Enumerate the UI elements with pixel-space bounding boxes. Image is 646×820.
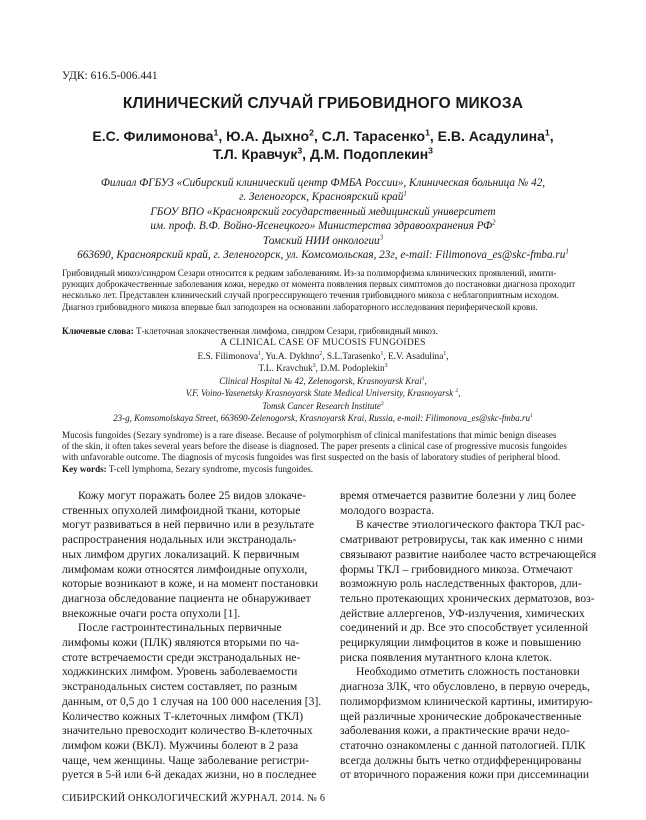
body-text-line: Количество кожных Т-клеточных лимфом (ТКЛ) [62, 709, 304, 723]
abstract-line: Mucosis fungoides (Sezary syndrome) is a rare disease. Because of polymorphism of clinical manifestations that mimic benign diseases [62, 430, 557, 440]
body-text-line: возможную роль наследственных факторов, дли- [340, 577, 582, 591]
authors-line-1: Е.С. Филимонова$^1$, Ю.А. Дыхно$^2$, С.Л. Тарасенко$^1$, Е.В. Асадулина$^1$, [92, 127, 554, 144]
author-name: Т.Л. Кравчук [213, 146, 298, 162]
body-text-line: полиморфизмом клинической картины, имитирую- [340, 694, 593, 708]
affiliation-sup: 1 [565, 247, 569, 256]
body-text-line: лимфомы кожи (ПЛК) являются вторыми по ча- [62, 636, 300, 650]
author-sup: 1 [258, 350, 262, 357]
abstract-ru [62, 268, 600, 313]
author-name: D.M. Podoplekin [320, 363, 385, 374]
author-sup: 2 [319, 350, 323, 357]
affiliation-text: Филиал ФГБУЗ «Сибирский клинический центр ФМБА России», Клиническая больница № 42, [100, 177, 546, 189]
author-name: Yu.A. Dykhno [265, 352, 320, 362]
body-text-line: которые возникают в коже, и на момент постановки [62, 577, 319, 591]
body-column-right [340, 489, 605, 783]
body-text-line: стоте встречаемости среди экстранодальных не- [62, 650, 301, 664]
english-authors [0, 352, 646, 375]
author-name: Е.С. Филимонова [92, 128, 214, 144]
body-text-line: внекожные очаги роста опухоли [1]. [62, 606, 241, 620]
body-text-line: диагноза ЗЛК, что обусловлено, в первую очередь, [340, 680, 590, 694]
body-text-line: сматривают ретровирусы, так как именно с ними [340, 533, 583, 547]
body-text-line: статочно ознакомлены с данной патологией. ПЛК [340, 738, 586, 752]
abstract-line: of the skin, it often takes several years before the disease is diagnosed. The paper presents a clinical case of progressive mucosis fungoides [62, 441, 567, 452]
body-text-line: распространения нодальных или экстранодаль- [62, 533, 297, 547]
udk-code: УДК: 616.5-006.441 [62, 70, 158, 82]
body-text-line: связывают развитие наиболее часто встречающейся [340, 547, 597, 561]
body-text-line: рециркуляции лимфоцитов в коже и повышению [340, 636, 581, 650]
keywords-ru [62, 326, 602, 337]
body-text-line: диагноза обследование пациента не обнаруживает [62, 591, 311, 605]
author-sup: 3 [297, 145, 303, 156]
affiliation-line [36, 219, 610, 233]
author-name: T.L. Kravchuk [258, 363, 313, 374]
affiliation-sup: 3 [379, 232, 384, 241]
affiliation-text: 663690, Красноярский край, г. Зеленогорск, ул. Комсомольская, 23г, e-mail: Filimonova_es@skc-fmba.ru [77, 249, 566, 262]
abstract-line: рующих доброкачественные заболевания кожи, нередко от момента появления первых симптомов до постановки диагноза проходит [62, 279, 576, 290]
keywords-label: Key words: [62, 464, 107, 474]
body-text-line: тельно протекающих хронических дерматозов, воз- [340, 591, 595, 605]
abstract-en [62, 430, 602, 464]
body-text-line: молодого возраста. [340, 503, 435, 517]
author-name: S.L.Tarasenko [326, 352, 381, 362]
affiliation-sup: 1 [421, 376, 425, 382]
body-text-line: значительно превосходит количество В-клеточных [62, 724, 313, 738]
keywords-en [62, 464, 313, 475]
english-affiliation-line: V.F. Voino-Yasenetsky Krasnoyarsk State Medical University, Krasnoyarsk $^2$, [185, 388, 461, 399]
body-text-line: время отмечается развитие болезни у лиц более [340, 489, 577, 502]
keywords-text: T-cell lymphoma, Sezary syndrome, mycosis fungoides. [106, 464, 314, 474]
body-text-line: После гастроинтестинальных первичные [78, 621, 282, 635]
affiliation-text: Tomsk Cancer Research Institute [262, 400, 381, 411]
body-text-line: Необходимо отметить сложность постановки [356, 665, 580, 679]
affiliation-line [36, 248, 610, 262]
author-sup: 1 [443, 350, 447, 357]
author-sup: 1 [380, 350, 384, 357]
body-text-line: лимфом кожи (ВКЛ). Мужчины болеют в 2 раза [62, 738, 299, 752]
body-text-line: ходжкинских лимфом. Уровень заболеваемости [62, 665, 298, 679]
english-affiliation-line [0, 412, 646, 424]
affiliation-sup: 2 [455, 388, 459, 395]
english-title: A CLINICAL CASE OF MUCOSIS FUNGOIDES [220, 338, 426, 348]
author-name: Д.М. Подоплекин [309, 146, 429, 162]
body-text-line: риска появления мутантного клона клеток. [340, 650, 552, 664]
body-text-line: заболевания кожи, а практические врачи недо- [340, 724, 570, 738]
english-affiliation-line: Clinical Hospital № 42, Zelenogorsk, Krasnoyarsk Krai$^1$, [219, 376, 427, 386]
author-sup: 1 [544, 127, 550, 138]
author-name: Ю.А. Дыхно [226, 128, 310, 144]
authors [50, 127, 596, 163]
keywords-text: Т-клеточная злокачественная лимфома, синдром Сезари, грибовидный микоз. [133, 326, 438, 336]
body-text-line: формы ТКЛ – грибовидного микоза. Отмечают [340, 562, 573, 576]
abstract-line: Грибовидный микоз/синдром Сезари относится к редким заболеваниям. Из-за полиморфизма клинических проявлений, имити- [62, 268, 557, 278]
affiliation-text: 23-g, Komsomolskaya Street, 663690-Zelenogorsk, Krasnoyarsk Krai, Russia, e-mail: Filimonova_es@skc-fmba.ru [113, 413, 531, 424]
body-text-line: соединений и др. Все это способствует усиленной [340, 621, 589, 635]
author-name: С.Л. Тарасенко [321, 128, 426, 144]
affiliations [36, 176, 610, 262]
author-name: Е.В. Асадулина [437, 128, 545, 144]
affiliation-text: Clinical Hospital № 42, Zelenogorsk, Krasnoyarsk Krai [219, 376, 422, 386]
body-text-line: всегда должны быть четко отдифференцированы [340, 753, 582, 767]
body-text-line: могут развиваться в ней первично или в результате [62, 518, 315, 532]
body-text-line: Кожу могут поражать более 25 видов злокаче- [78, 489, 306, 502]
affiliation-sup: 1 [403, 189, 407, 198]
abstract-line: несколько лет. Представлен клинический случай прогрессирующего течения грибовидного микоза с неблагоприятным исходом. [62, 290, 559, 301]
affiliation-line [36, 176, 610, 190]
author-sup: 3 [428, 145, 433, 156]
affiliation-sup: 2 [492, 218, 496, 227]
english-affiliation-line [0, 400, 646, 412]
body-text-line: экстранодальных систем составляет, по разным [62, 680, 298, 694]
author-sup: 1 [213, 127, 219, 138]
author-sup: 1 [425, 127, 430, 138]
affiliation-text: Томский НИИ онкологии [262, 234, 380, 247]
english-authors-line-2: T.L. Kravchuk$^3$, D.M. Podoplekin$^3$ [258, 362, 388, 374]
affiliation-line [36, 234, 610, 248]
body-text-line: щей различные хронические доброкачественные [340, 709, 582, 723]
body-text-line: чаще, чем женщины. Чаще заболевание регистри- [62, 753, 310, 767]
affiliation-text: V.F. Voino-Yasenetsky Krasnoyarsk State Medical University, Krasnoyarsk [185, 388, 456, 399]
body-text-line: руется в 5-й или 6-й декадах жизни, но в последнее [62, 768, 317, 782]
author-name: E.V. Asadulina [387, 352, 444, 362]
body-column-left [62, 489, 322, 783]
affiliation-sup: 3 [380, 400, 384, 407]
affiliation-text: ГБОУ ВПО «Красноярский государственный медицинский университет [150, 205, 496, 218]
body-text-line: ственных опухолей лимфоидной ткани, которые [62, 503, 301, 517]
english-authors-line-1: E.S. Filimonova$^1$, Yu.A. Dykhno$^2$, S.L.Tarasenko$^1$, E.V. Asadulina$^1$, [197, 350, 449, 362]
author-sup: 3 [312, 362, 316, 369]
keywords-label: Ключевые слова: [62, 326, 134, 336]
body-text-line: ных лимфом других локализаций. К первичным [62, 547, 300, 561]
authors-line-2: Т.Л. Кравчук$^3$, Д.М. Подоплекин$^3$ [213, 145, 433, 162]
article-title: КЛИНИЧЕСКИЙ СЛУЧАЙ ГРИБОВИДНОГО МИКОЗА [122, 95, 524, 112]
journal-footer: СИБИРСКИЙ ОНКОЛОГИЧЕСКИЙ ЖУРНАЛ. 2014. № 6 [62, 793, 326, 804]
body-text-line: лимфомам кожи относятся лимфоидные опухоли, [62, 562, 308, 576]
body-text-line: В качестве этиологического фактора ТКЛ рас- [356, 518, 585, 532]
affiliation-text: г. Зеленогорск, Красноярский край [239, 191, 404, 204]
affiliation-line [36, 190, 610, 204]
author-sup: 2 [309, 127, 314, 138]
affiliation-line [36, 205, 610, 219]
abstract-line: with unfavorable outcome. The diagnosis of mycosis fungoides was first suspected on the basis of laboratory studies of peripheral blood. [62, 452, 561, 463]
english-affiliations [0, 375, 646, 425]
body-text-line: от вторичного поражения кожи при диссеминации [340, 768, 590, 782]
body-text-line: действие аллергенов, УФ-излучения, химических [340, 606, 585, 620]
author-name: E.S. Filimonova [197, 352, 259, 362]
affiliation-text: им. проф. В.Ф. Войно-Ясенецкого» Министерства здравоохранения РФ [150, 220, 493, 233]
abstract-line: Диагноз грибовидного микоза впервые был заподозрен на основании лабораторного исследования периферической крови. [62, 301, 538, 312]
author-sup: 3 [384, 362, 388, 369]
affiliation-sup: 1 [530, 413, 533, 420]
body-text-line: данным, от 0,5 до 1 случая на 100 000 населения [3]. [62, 694, 322, 708]
